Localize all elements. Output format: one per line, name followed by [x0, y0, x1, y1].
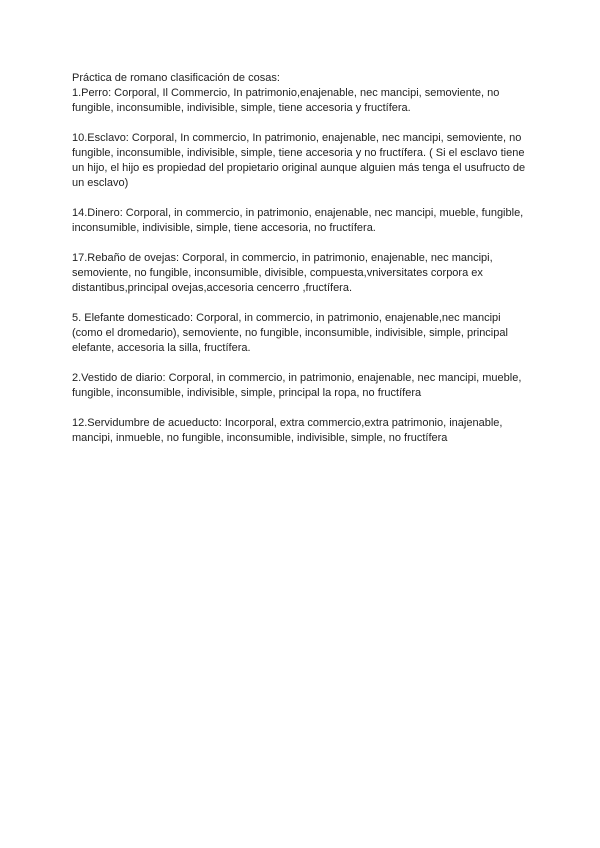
entry-servidumbre-de-acueducto: 12.Servidumbre de acueducto: Incorporal, extra commercio,extra patrimonio, inajenable, mancipi, inmueble, no fungible, inconsumible, indivisible, simple, no fructífera [72, 417, 503, 444]
document-body [72, 71, 534, 461]
document-title: Práctica de romano clasificación de cosas: [72, 72, 280, 84]
entry-rebano-de-ovejas: 17.Rebaño de ovejas: Corporal, in commercio, in patrimonio, enajenable, nec mancipi, semoviente, no fungible, inconsumible, divisible, compuesta,vniversitates corpora ex distantibus,principal ovejas,accesoria cencerro ,fructífera. [72, 252, 493, 294]
entry-elefante-domesticado: 5. Elefante domesticado: Corporal, in commercio, in patrimonio, enajenable,nec mancipi (como el dromedario), semoviente, no fungible, inconsumible, indivisible, simple, principal elefante, accesoria la silla, fructífera. [72, 312, 508, 354]
entry-esclavo: 10.Esclavo: Corporal, In commercio, In patrimonio, enajenable, nec mancipi, semoviente, no fungible, inconsumible, indivisible, simple, tiene accesoria y no fructífera. ( Si el esclavo tiene un hijo, el hijo es propiedad del propietario original aunque alguien más tenga el usufructo de un esclavo) [72, 132, 526, 189]
entry-vestido-de-diario: 2.Vestido de diario: Corporal, in commercio, in patrimonio, enajenable, nec mancipi, mueble, fungible, inconsumible, indivisible, simple, principal la ropa, no fructífera [72, 372, 522, 399]
entry-perro: 1.Perro: Corporal, Il Commercio, In patrimonio,enajenable, nec mancipi, semoviente, no fungible, inconsumible, indivisible, simple, tiene accesoria y fructífera. [72, 87, 500, 114]
entry-dinero: 14.Dinero: Corporal, in commercio, in patrimonio, enajenable, nec mancipi, mueble, fungible, inconsumible, indivisible, simple, tiene accesoria, no fructífera. [72, 207, 524, 234]
